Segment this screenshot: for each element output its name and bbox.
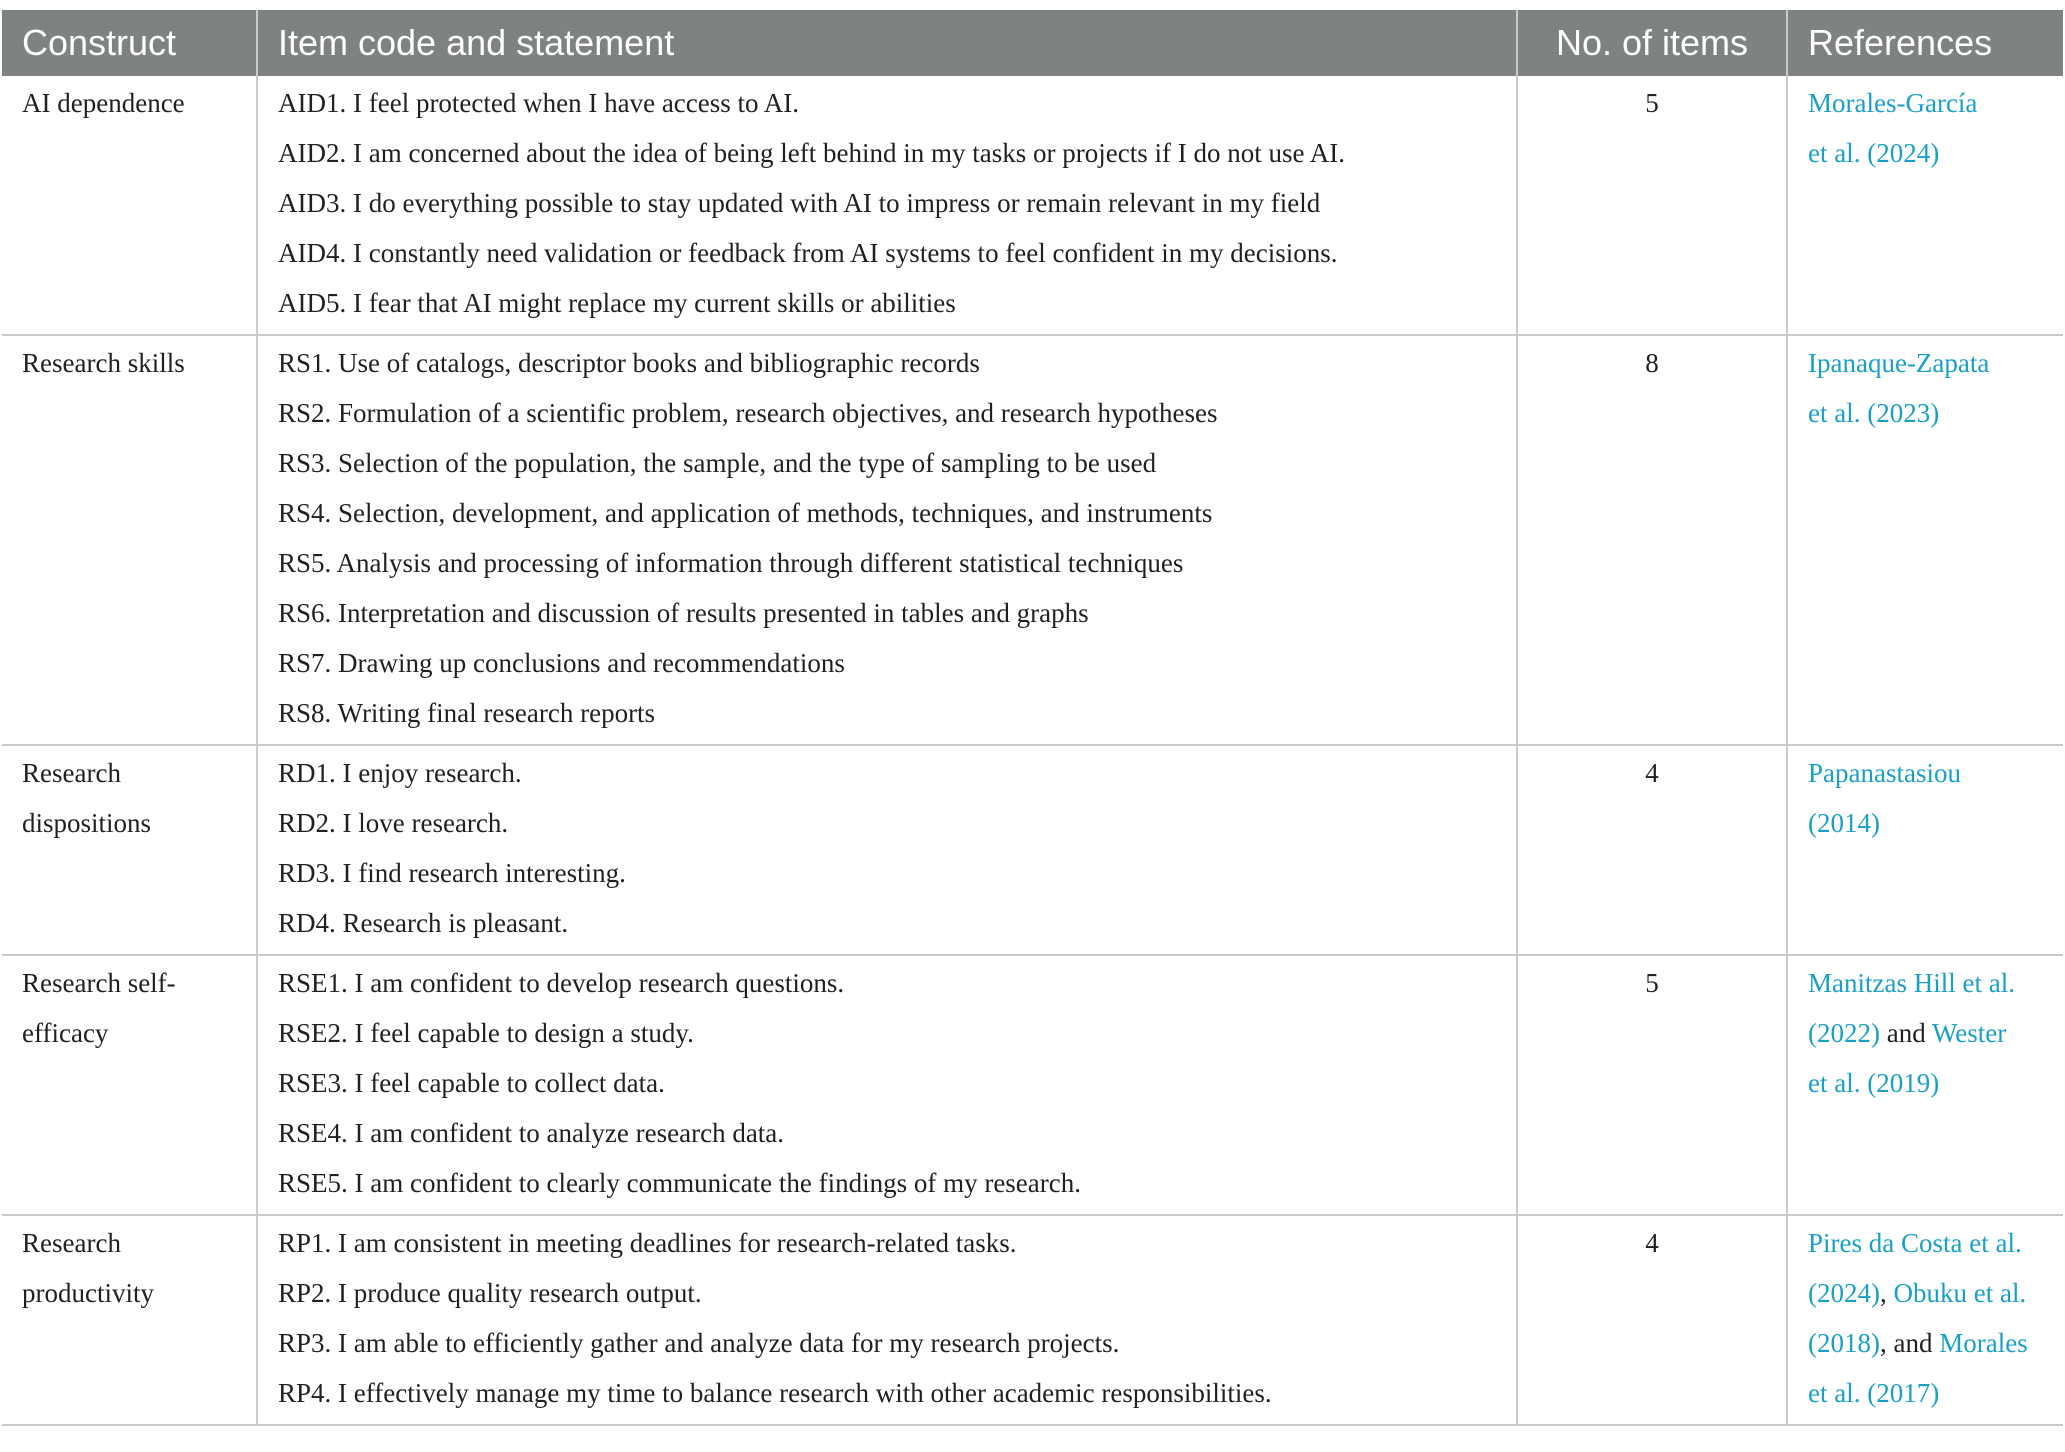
construct-cell: [2, 745, 257, 955]
construct-cell: [2, 1215, 257, 1425]
reference-link[interactable]: (2022): [1808, 1018, 1880, 1048]
item-statement: RS7. Drawing up conclusions and recommendations: [278, 648, 845, 678]
reference-link[interactable]: Morales-García: [1808, 88, 1978, 118]
count-cell: 8: [1517, 335, 1787, 745]
item-statement: RD2. I love research.: [278, 808, 509, 838]
items-cell: [257, 335, 1517, 745]
items-cell: [257, 76, 1517, 335]
count-cell: 4: [1517, 745, 1787, 955]
count-cell: 4: [1517, 1215, 1787, 1425]
count-cell: 5: [1517, 955, 1787, 1215]
item-statement: RS5. Analysis and processing of information through different statistical techniques: [278, 548, 1184, 578]
construct-name: Research: [22, 758, 121, 788]
item-statement: RSE2. I feel capable to design a study.: [278, 1018, 694, 1048]
references-cell: [1787, 1215, 2063, 1425]
item-statement: RD1. I enjoy research.: [278, 758, 522, 788]
references-cell: [1787, 745, 2063, 955]
item-statement: AID1. I feel protected when I have access to AI.: [278, 88, 800, 118]
item-statement: RS3. Selection of the population, the sample, and the type of sampling to be used: [278, 448, 1157, 478]
header-construct: Construct: [2, 10, 257, 76]
reference-separator: ,: [1879, 1278, 1894, 1308]
item-statement: AID5. I fear that AI might replace my current skills or abilities: [278, 288, 956, 318]
construct-cell: [2, 955, 257, 1215]
table-header: [2, 10, 2063, 76]
item-statement: AID2. I am concerned about the idea of being left behind in my tasks or projects if I do not use AI.: [278, 138, 1345, 168]
construct-name: Research skills: [22, 348, 185, 378]
construct-name: Research self-: [22, 968, 176, 998]
construct-name: Research: [22, 1228, 121, 1258]
item-statement: RD3. I find research interesting.: [278, 858, 626, 888]
table-row: [2, 955, 2063, 1215]
header-count: No. of items: [1517, 10, 1787, 76]
items-cell: [257, 745, 1517, 955]
construct-cell: [2, 76, 257, 335]
item-statement: RP1. I am consistent in meeting deadlines for research-related tasks.: [278, 1228, 1017, 1258]
item-statement: RS1. Use of catalogs, descriptor books and bibliographic records: [278, 348, 980, 378]
item-statement: RS4. Selection, development, and application of methods, techniques, and instruments: [278, 498, 1213, 528]
item-statement: RSE1. I am confident to develop research questions.: [278, 968, 845, 998]
construct-cell: [2, 335, 257, 745]
reference-link[interactable]: Obuku et al.: [1893, 1278, 2027, 1308]
items-cell: [257, 1215, 1517, 1425]
references-cell: [1787, 955, 2063, 1215]
reference-link[interactable]: et al. (2023): [1808, 398, 1940, 428]
table-row: [2, 1215, 2063, 1425]
reference-link[interactable]: Papanastasiou: [1808, 758, 1961, 788]
reference-link[interactable]: (2024): [1808, 1278, 1880, 1308]
reference-separator: , and: [1879, 1328, 1940, 1358]
reference-separator: and: [1879, 1018, 1932, 1048]
item-statement: RP3. I am able to efficiently gather and analyze data for my research projects.: [278, 1328, 1120, 1358]
item-statement: RD4. Research is pleasant.: [278, 908, 569, 938]
construct-name: dispositions: [22, 808, 152, 838]
references-cell: [1787, 76, 2063, 335]
header-references: References: [1787, 10, 2063, 76]
construct-name: productivity: [22, 1278, 154, 1308]
reference-link[interactable]: Ipanaque-Zapata: [1808, 348, 1990, 378]
item-statement: RSE5. I am confident to clearly communicate the findings of my research.: [278, 1168, 1081, 1198]
references-cell: [1787, 335, 2063, 745]
reference-link[interactable]: et al. (2017): [1808, 1378, 1940, 1408]
table-row: [2, 76, 2063, 335]
construct-name: AI dependence: [22, 88, 185, 118]
item-statement: AID4. I constantly need validation or feedback from AI systems to feel confident in my decisions.: [278, 238, 1338, 268]
reference-link[interactable]: (2014): [1808, 808, 1880, 838]
items-cell: [257, 955, 1517, 1215]
item-statement: AID3. I do everything possible to stay updated with AI to impress or remain relevant in my field: [278, 188, 1321, 218]
item-statement: RS2. Formulation of a scientific problem, research objectives, and research hypotheses: [278, 398, 1218, 428]
reference-link[interactable]: Pires da Costa et al.: [1808, 1228, 2022, 1258]
table-row: [2, 745, 2063, 955]
reference-link[interactable]: et al. (2024): [1808, 138, 1940, 168]
constructs-table: [2, 10, 2063, 1426]
header-row: [2, 10, 2063, 76]
table-row: [2, 335, 2063, 745]
item-statement: RS6. Interpretation and discussion of results presented in tables and graphs: [278, 598, 1089, 628]
reference-link[interactable]: Wester: [1931, 1018, 2007, 1048]
item-statement: RP2. I produce quality research output.: [278, 1278, 702, 1308]
item-statement: RSE3. I feel capable to collect data.: [278, 1068, 665, 1098]
item-statement: RSE4. I am confident to analyze research data.: [278, 1118, 785, 1148]
reference-link[interactable]: Manitzas Hill et al.: [1808, 968, 2015, 998]
count-cell: 5: [1517, 76, 1787, 335]
construct-name: efficacy: [22, 1018, 109, 1048]
item-statement: RS8. Writing final research reports: [278, 698, 656, 728]
item-statement: RP4. I effectively manage my time to balance research with other academic responsibilities.: [278, 1378, 1272, 1408]
table-body: [2, 76, 2063, 1425]
reference-link[interactable]: (2018): [1808, 1328, 1880, 1358]
header-items: Item code and statement: [257, 10, 1517, 76]
reference-link[interactable]: et al. (2019): [1808, 1068, 1940, 1098]
reference-link[interactable]: Morales: [1939, 1328, 2028, 1358]
